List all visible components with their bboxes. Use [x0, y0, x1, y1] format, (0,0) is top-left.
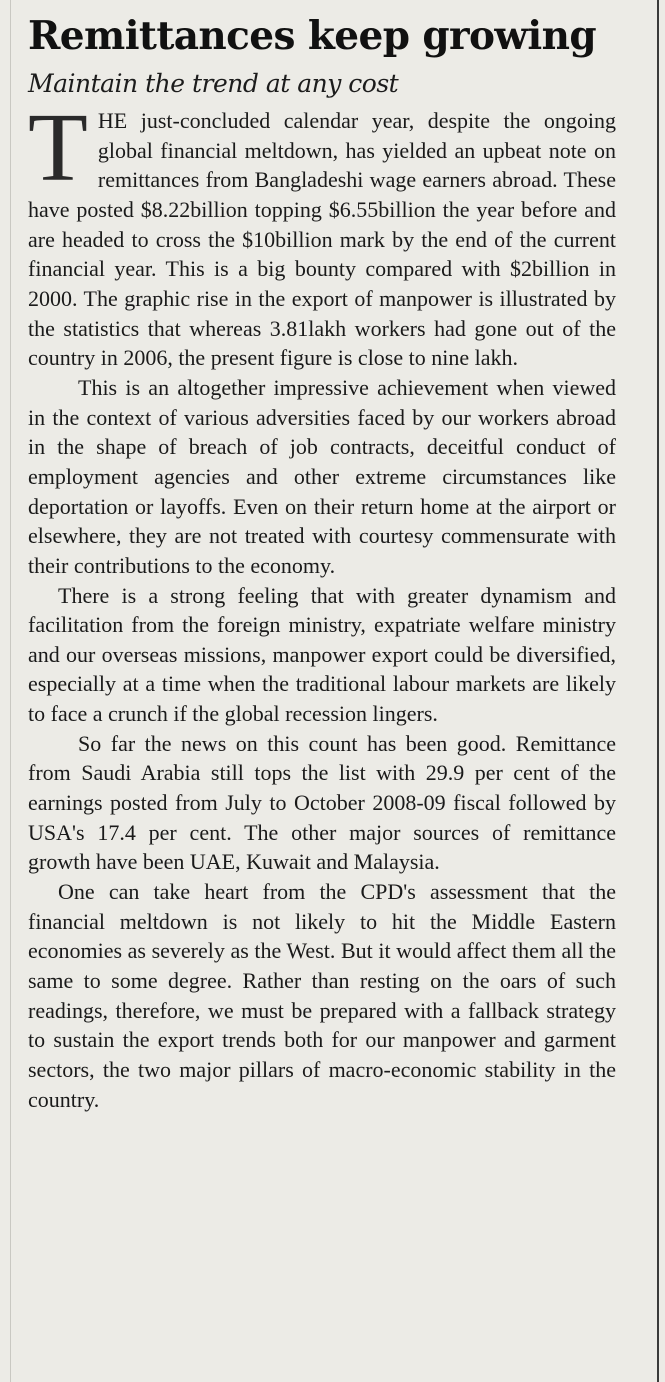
- column-rule-left: [10, 0, 11, 1382]
- subheadline: Maintain the trend at any cost: [28, 69, 399, 98]
- paragraph-3: There is a strong feeling that with greater dynamism and facilitation from the foreign ministry, expatriate welfare ministry and our overseas missions, manpower export could be diversified, especially at a time when the traditional labour markets are likely to face a crunch if the global recession lingers.: [28, 582, 616, 727]
- editorial-article: [28, 10, 616, 1114]
- paragraph-1: [28, 94, 616, 373]
- paragraph-1-text: HE just-concluded calendar year, despite the ongoing global financial meltdown, has yielded an upbeat note on remittances from Bangladeshi wage earners abroad. These have posted $8.22billion topping $6.55billion the year before and are headed to cross the $10billion mark by the end of the current financial year. This is a big bounty compared with $2billion in 2000. The graphic rise in the export of manpower is illustrated by the statistics that whereas 3.81lakh workers had gone out of the country in 2006, the present figure is close to nine lakh.: [28, 108, 616, 371]
- paragraph-2: This is an altogether impressive achievement when viewed in the context of various adversities faced by our workers abroad in the shape of breach of job contracts, deceitful conduct of employment agencies and other extreme circumstances like deportation or layoffs. Even on their return home at the airport or elsewhere, they are not treated with courtesy commensurate with their contributions to the economy.: [28, 374, 616, 578]
- drop-cap: T: [28, 94, 88, 202]
- paragraph-5: One can take heart from the CPD's assessment that the financial meltdown is not likely to hit the Middle Eastern economies as severely as the West. But it would affect them all the same to some degree. Rather than resting on the oars of such readings, therefore, we must be prepared with a fallback strategy to sustain the export trends both for our manpower and garment sectors, the two major pillars of macro-economic stability in the country.: [28, 879, 616, 1112]
- paragraph-4: So far the news on this count has been good. Remittance from Saudi Arabia still tops the list with 29.9 per cent of the earnings posted from July to October 2008-09 fiscal followed by USA's 17.4 per cent. The other major sources of remittance growth have been UAE, Kuwait and Malaysia.: [28, 730, 616, 875]
- headline: Remittances keep growing: [28, 13, 596, 59]
- column-rule-right: [657, 0, 659, 1382]
